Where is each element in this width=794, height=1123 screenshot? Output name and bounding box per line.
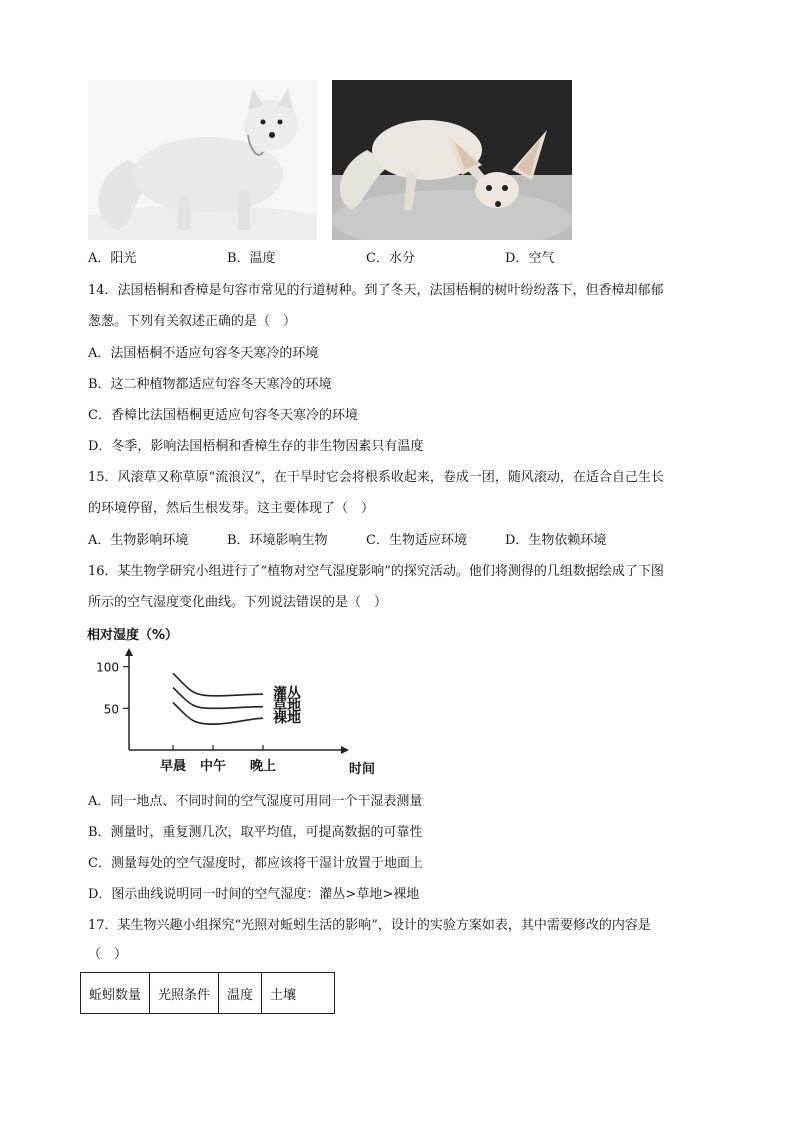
q13-option-b: B．温度 [227,251,276,266]
x-tick-label: 晚上 [249,759,277,774]
q16-option-d: D．图示曲线说明同一时间的空气湿度：灌丛>草地>裸地 [88,887,420,902]
q13-option-d: D．空气 [505,251,555,266]
q15-stem-line-2: 的环境停留，然后生根发芽。这主要体现了（ ） [88,501,375,516]
y-axis-arrow [125,648,133,656]
fennec-fox-image [332,80,572,240]
q14-stem-line-1: 14．法国梧桐和香樟是句容市常见的行道树种。到了冬天，法国梧桐的树叶纷纷落下，但香樟却郁郁 [88,283,664,298]
series-line-2 [173,688,263,709]
x-tick-label: 中午 [199,759,227,774]
q15-option-b: B．环境影响生物 [227,533,328,548]
chart-ylabel: 相对湿度（%） [87,628,179,643]
table-header-cell: 温度 [219,973,262,1014]
table-header-cell: 光照条件 [150,973,219,1014]
q17-table [80,972,335,1014]
series-label: 裸地 [273,710,301,727]
q16-option-a: A．同一地点、不同时间的空气湿度可用同一个干湿表测量 [88,794,423,809]
chart-xlabel: 时间 [349,762,376,777]
series-label: 灌丛 [273,686,301,703]
q16-stem-line-1: 16．某生物学研究小组进行了“植物对空气湿度影响”的探究活动。他们将测得的几组数据绘成了下图 [88,564,664,579]
q17-stem-line-2: （ ） [88,947,128,962]
q14-option-c: C．香樟比法国梧桐更适应句容冬天寒冷的环境 [88,408,358,423]
q14-option-d: D．冬季，影响法国梧桐和香樟生存的非生物因素只有温度 [88,439,424,454]
arctic-fox-image [88,80,317,240]
q15-option-d: D．生物依赖环境 [505,533,607,548]
q16-option-b: B．测量时，重复测几次，取平均值，可提高数据的可靠性 [88,825,423,840]
q13-option-c: C．水分 [366,251,415,266]
q15-option-a: A．生物影响环境 [88,533,189,548]
q14-option-b: B．这二种植物都适应句容冬天寒冷的环境 [88,377,332,392]
y-tick-label: 50 [103,702,119,717]
q15-option-c: C．生物适应环境 [366,533,467,548]
series-label: 草地 [273,698,301,715]
table-header-cell: 蚯蚓数量 [81,973,150,1014]
series-line-3 [173,703,263,725]
series-line-1 [173,673,263,696]
x-tick-label: 早晨 [159,759,187,774]
q16-option-c: C．测量每处的空气湿度时，都应该将干湿计放置于地面上 [88,856,423,871]
q13-option-a: A．阳光 [88,251,137,266]
table-header-cell: 土壤 [262,973,335,1014]
humidity-chart [85,622,405,782]
q14-stem-line-2: 葱葱。下列有关叙述正确的是（ ） [88,314,297,329]
y-tick-label: 100 [96,660,119,675]
q16-stem-line-2: 所示的空气湿度变化曲线。下列说法错误的是（ ） [88,595,388,610]
q15-stem-line-1: 15．风滚草又称草原“流浪汉”，在干旱时它会将根系收起来，卷成一团，随风滚动，在适合自己生长 [88,470,664,485]
q14-option-a: A．法国梧桐不适应句容冬天寒冷的环境 [88,346,319,361]
q17-stem-line-1: 17．某生物兴趣小组探究“光照对蚯蚓生活的影响”，设计的实验方案如表，其中需要修改的内容是 [88,918,651,933]
table-header-row [81,973,335,1014]
x-axis-arrow [341,746,349,754]
